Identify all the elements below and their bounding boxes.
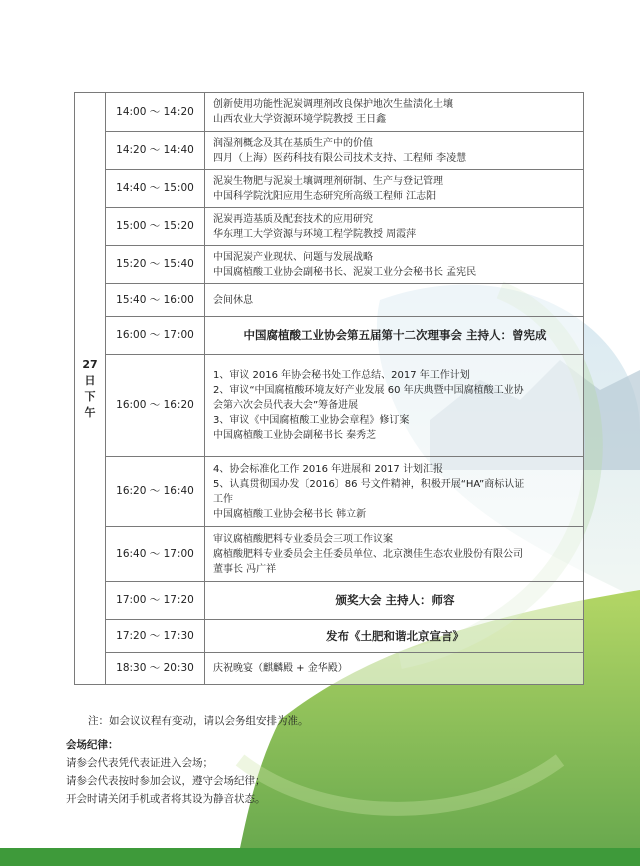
session-line: 董事长 冯广祥 bbox=[213, 563, 277, 575]
session-line: 华东理工大学资源与环境工程学院教授 周霞萍 bbox=[213, 228, 417, 240]
day-label-char: 下 bbox=[84, 389, 96, 403]
session-line: 2、审议“中国腐植酸环境友好产业发展 60 年庆典暨中国腐植酸工业协 bbox=[213, 385, 524, 396]
agenda-row bbox=[75, 93, 584, 132]
day-label-char: 27 bbox=[82, 357, 98, 371]
session-line: 发布《土肥和谐北京宣言》 bbox=[326, 628, 464, 643]
session-content bbox=[205, 170, 584, 208]
session-line: 3、审议《中国腐植酸工业协会章程》修订案 bbox=[213, 415, 410, 426]
session-line: 润湿剂概念及其在基质生产中的价值 bbox=[213, 137, 373, 149]
session-line: 中国腐植酸工业协会副秘书长 秦秀芝 bbox=[213, 430, 377, 441]
time-slot: 16:00 ～ 16:20 bbox=[106, 355, 205, 457]
discipline-title: 会场纪律： bbox=[66, 739, 119, 751]
session-content bbox=[205, 457, 584, 527]
session-line: 创新使用功能性泥炭调理剂改良保护地次生盐渍化土壤 bbox=[213, 99, 453, 110]
time-slot: 16:20 ～ 16:40 bbox=[106, 457, 205, 527]
day-label-char: 午 bbox=[84, 405, 96, 419]
session-line: 四月（上海）医药科技有限公司技术支持、工程师 李凌慧 bbox=[213, 152, 467, 164]
time-slot: 15:20 ～ 15:40 bbox=[106, 246, 205, 284]
agenda-row bbox=[75, 527, 584, 582]
session-content bbox=[205, 620, 584, 653]
session-line: 庆祝晚宴（麒麟殿 + 金华殿） bbox=[213, 663, 348, 674]
notes-section bbox=[66, 712, 606, 808]
time-slot: 17:00 ～ 17:20 bbox=[106, 582, 205, 620]
time-slot: 18:30 ～ 20:30 bbox=[106, 653, 205, 685]
agenda-row bbox=[75, 582, 584, 620]
session-line: 会间休息 bbox=[213, 294, 253, 306]
discipline-item: 开会时请关闭手机或者将其设为静音状态。 bbox=[66, 793, 266, 805]
session-content bbox=[205, 355, 584, 457]
session-line: 泥炭再造基质及配套技术的应用研究 bbox=[213, 213, 373, 225]
session-content bbox=[205, 246, 584, 284]
time-slot: 16:00 ～ 17:00 bbox=[106, 317, 205, 355]
time-slot: 16:40 ～ 17:00 bbox=[106, 527, 205, 582]
time-slot: 14:20 ～ 14:40 bbox=[106, 132, 205, 170]
session-line: 颁奖大会 主持人：师容 bbox=[335, 593, 455, 607]
agenda-row bbox=[75, 653, 584, 685]
session-content bbox=[205, 284, 584, 317]
session-line: 腐植酸肥料专业委员会主任委员单位、北京澳佳生态农业股份有限公司 bbox=[213, 548, 523, 560]
session-line: 审议腐植酸肥料专业委员会三项工作议案 bbox=[213, 533, 393, 545]
session-line: 山西农业大学资源环境学院教授 王日鑫 bbox=[213, 114, 387, 125]
agenda-row bbox=[75, 170, 584, 208]
session-line: 中国腐植酸工业协会第五届第十二次理事会 主持人：曾宪成 bbox=[243, 328, 547, 342]
agenda-row bbox=[75, 246, 584, 284]
session-content bbox=[205, 93, 584, 132]
time-slot: 15:00 ～ 15:20 bbox=[106, 208, 205, 246]
session-line: 中国泥炭产业现状、问题与发展战略 bbox=[213, 251, 373, 263]
time-slot: 17:20 ～ 17:30 bbox=[106, 620, 205, 653]
agenda-row bbox=[75, 208, 584, 246]
session-line: 1、审议 2016 年协会秘书处工作总结、2017 年工作计划 bbox=[213, 370, 470, 381]
agenda-change-note: 注：如会议议程有变动，请以会务组安排为准。 bbox=[88, 715, 309, 727]
agenda-table bbox=[74, 92, 584, 685]
day-label bbox=[75, 93, 106, 685]
session-content bbox=[205, 653, 584, 685]
agenda-row bbox=[75, 317, 584, 355]
agenda-row bbox=[75, 620, 584, 653]
time-slot: 15:40 ～ 16:00 bbox=[106, 284, 205, 317]
discipline-item: 请参会代表按时参加会议，遵守会场纪律； bbox=[66, 775, 266, 787]
session-line: 工作 bbox=[213, 493, 233, 505]
session-line: 中国腐植酸工业协会秘书长 韩立新 bbox=[213, 508, 367, 520]
session-content bbox=[205, 132, 584, 170]
session-line: 中国腐植酸工业协会副秘书长、泥炭工业分会秘书长 孟宪民 bbox=[213, 266, 477, 278]
discipline-item: 请参会代表凭代表证进入会场； bbox=[66, 757, 213, 769]
session-line: 会第六次会员代表大会”筹备进展 bbox=[213, 400, 359, 411]
agenda-row bbox=[75, 132, 584, 170]
time-slot: 14:00 ～ 14:20 bbox=[106, 93, 205, 132]
agenda-row bbox=[75, 355, 584, 457]
session-line: 中国科学院沈阳应用生态研究所高级工程师 江志阳 bbox=[213, 190, 437, 202]
day-label-char: 日 bbox=[84, 373, 96, 387]
session-line: 泥炭生物肥与泥炭土壤调理剂研制、生产与登记管理 bbox=[213, 175, 443, 187]
bottom-green-bar bbox=[0, 848, 640, 866]
session-line: 5、认真贯彻国办发〔2016〕86 号文件精神，积极开展“HA”商标认证 bbox=[213, 478, 525, 490]
session-content bbox=[205, 317, 584, 355]
session-content bbox=[205, 582, 584, 620]
session-content bbox=[205, 527, 584, 582]
agenda-row bbox=[75, 457, 584, 527]
session-line: 4、协会标准化工作 2016 年进展和 2017 计划汇报 bbox=[213, 463, 443, 475]
session-content bbox=[205, 208, 584, 246]
agenda-row bbox=[75, 284, 584, 317]
time-slot: 14:40 ～ 15:00 bbox=[106, 170, 205, 208]
